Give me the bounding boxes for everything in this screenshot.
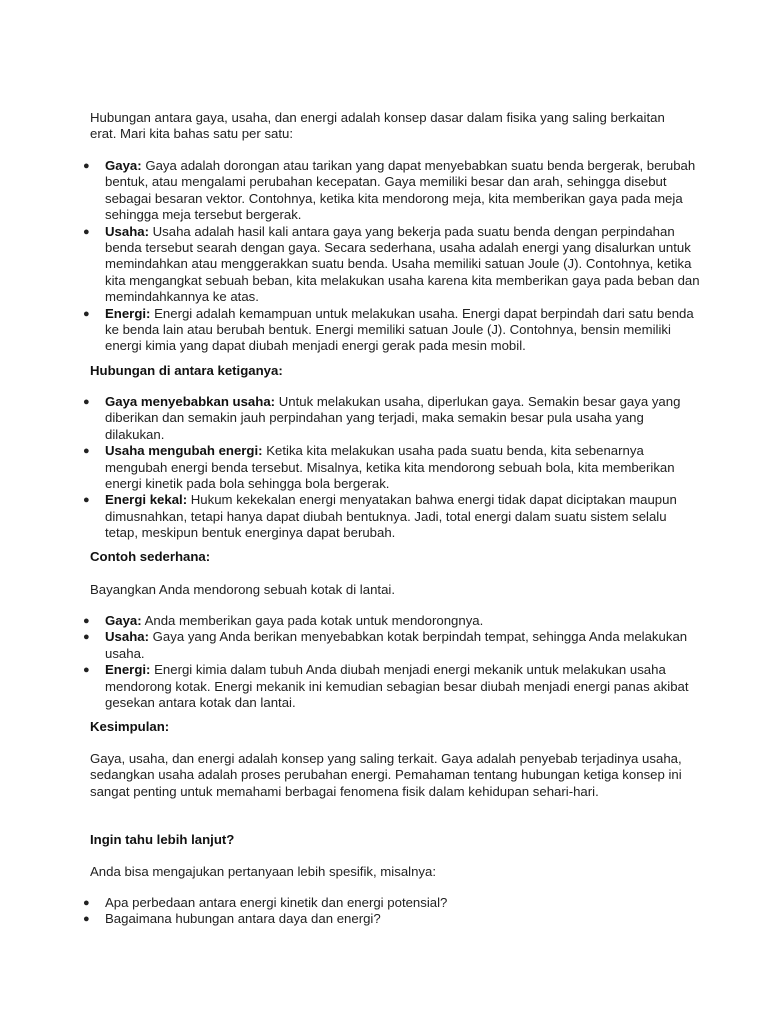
- example-intro: Bayangkan Anda mendorong sebuah kotak di lantai.: [90, 582, 395, 597]
- intro-paragraph: Hubungan antara gaya, usaha, dan energi adalah konsep dasar dalam fisika yang saling berkaitan erat. Mari kita bahas satu per satu:: [90, 110, 665, 142]
- example-heading: Contoh sederhana:: [90, 549, 211, 564]
- definitions-list: [0, 158, 700, 355]
- list-item: ● Bagaimana hubungan antara daya dan energi?: [83, 911, 381, 927]
- list-item: ● Usaha: Gaya yang Anda berikan menyebabkan kotak berpindah tempat, sehingga Anda melakukan usaha.: [83, 629, 688, 661]
- list-item: ● Usaha mengubah energi: Ketika kita melakukan usaha pada suatu benda, kita sebenarnya mengubah energi benda tersebut. Misalnya, ketika kita mendorong sebuah bola, kita memberikan energi kinetik pada bola sehingga bola bergerak.: [83, 443, 675, 492]
- relation-heading: Hubungan di antara ketiganya:: [90, 363, 283, 378]
- bullet-icon: ●: [83, 396, 90, 408]
- more-intro: Anda bisa mengajukan pertanyaan lebih spesifik, misalnya:: [90, 864, 437, 879]
- conclusion-paragraph: Gaya, usaha, dan energi adalah konsep yang saling terkait. Gaya adalah penyebab terjadinya usaha, sedangkan usaha adalah proses perubahan energi. Pemahaman tentang hubungan ketiga konsep ini sangat penting untuk memahami berbagai fenomena fisik dalam kehidupan sehari-hari.: [90, 751, 682, 799]
- conclusion-heading: Kesimpulan:: [90, 719, 170, 734]
- list-item: ● Energi kekal: Hukum kekekalan energi menyatakan bahwa energi tidak dapat diciptakan maupun dimusnahkan, tetapi hanya dapat diubah bentuknya. Jadi, total energi dalam suatu sistem selalu tetap, meskipun bentuk energinya dapat berubah.: [83, 492, 677, 541]
- questions-list: [0, 895, 700, 928]
- bullet-icon: ●: [83, 664, 90, 677]
- bullet-icon: ●: [83, 913, 90, 926]
- list-item: ● Energi: Energi adalah kemampuan untuk melakukan usaha. Energi dapat berpindah dari satu benda ke benda lain atau berubah bentuk. Energi memiliki satuan Joule (J). Contohnya, bensin memiliki energi kimia yang dapat diubah menjadi energi gerak pada mesin mobil.: [83, 305, 694, 354]
- bullet-icon: ●: [83, 225, 90, 238]
- bullet-icon: ●: [83, 160, 90, 172]
- bullet-icon: ●: [83, 631, 90, 644]
- list-item: ● Gaya: Anda memberikan gaya pada kotak untuk mendorongnya.: [83, 613, 484, 628]
- list-item: ● Energi: Energi kimia dalam tubuh Anda diubah menjadi energi mekanik untuk melakukan usaha mendorong kotak. Energi mekanik ini kemudian sebagian besar diubah menjadi energi panas akibat gesekan antara kotak dan lantai.: [83, 662, 689, 711]
- list-item: ● Gaya: Gaya adalah dorongan atau tarikan yang dapat menyebabkan suatu benda bergerak, berubah bentuk, atau mengalami perubahan kecepatan. Gaya memiliki besar dan arah, sehingga disebut sebagai besaran vektor. Contohnya, ketika kita mendorong meja, kita memberikan gaya pada meja sehingga meja tersebut bergerak.: [83, 158, 696, 223]
- list-item: ● Gaya menyebabkan usaha: Untuk melakukan usaha, diperlukan gaya. Semakin besar gaya yang diberikan dan semakin jauh perpindahan yang terjadi, maka semakin besar pula usaha yang dilakukan.: [83, 394, 681, 442]
- bullet-icon: ●: [83, 897, 90, 909]
- more-heading: Ingin tahu lebih lanjut?: [90, 832, 235, 847]
- bullet-icon: ●: [83, 494, 90, 507]
- examples-list: [0, 613, 700, 711]
- list-item: ● Apa perbedaan antara energi kinetik dan energi potensial?: [83, 895, 448, 910]
- relations-list: [0, 394, 700, 542]
- bullet-icon: ●: [83, 445, 90, 458]
- list-item: ● Usaha: Usaha adalah hasil kali antara gaya yang bekerja pada suatu benda dengan perpindahan benda tersebut searah dengan gaya. Secara sederhana, usaha adalah energi yang disalurkan untuk memindahkan atau menggerakkan suatu benda. Usaha memiliki satuan Joule (J). Contohnya, ketika kita mengangkat sebuah beban, kita melakukan usaha karena kita memberikan gaya pada beban dan memindahkannya ke atas.: [83, 223, 700, 305]
- bullet-icon: ●: [83, 615, 90, 627]
- bullet-icon: ●: [83, 307, 90, 320]
